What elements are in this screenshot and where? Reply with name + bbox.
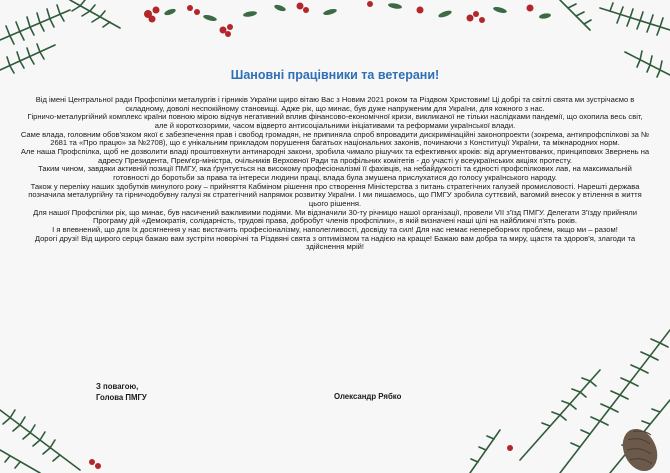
signature-name: Олександр Рябко xyxy=(334,392,402,401)
letter-paragraph: І я впевнений, що для їх досягнення у нас вистачить професіоналізму, наполегливості, досвіду та сил! Для нас немає непереборних проблем, якщо ми – разом! xyxy=(52,224,618,234)
signature-closing: З повагою, xyxy=(96,382,139,391)
letter-paragraph: Таким чином, завдяки активній позиції ПМГУ, яка ґрунтується на високому професіоналізмі її фахівців, на небайдужості та єдності профспілкових лав, на максимальній готовності до боротьби за права та інтереси людини праці, влада була змушена прислухатися до голосу українського народу. xyxy=(38,164,632,182)
letter-paragraph: Дорогі друзі! Від щирого серця бажаю вам зустріти новорічні та Різдвяні свята з оптимізмом та надією на краще! Бажаю вам добра та миру, щастя та здоров'я, злагоди та здійснення мрій! xyxy=(34,233,636,252)
signature-block xyxy=(96,382,147,403)
signature-position: Голова ПМГУ xyxy=(96,392,147,402)
letter-paragraph: Також у переліку наших здобутків минулого року – прийняття Кабміном рішення про створення Міністерства з питань стратегічних галузей промисловості. Нарешті держава позначила металургійну та гірничодобувну галузі як стратегічний напрямок розвитку України. І ми пишаємось, що ПМГУ зробила суттєвий, вагомий внесок у втілення в життя цього рішення. xyxy=(28,181,642,208)
letter-body xyxy=(20,96,650,252)
letter-paragraph: Саме влада, головним обов'язком якої є забезпечення прав і свобод громадян, не припиняла спроб впровадити дискримінаційні законопроекти (зокрема, антипрофспілкові за № 2681 та «Про працю» за №2708), що є унікальним прикладом порушення багатьох національних законів, починаючи з Конституції України, та міжнародних норм. xyxy=(20,129,650,148)
letter-paragraph: Але наша Профспілка, щоб не дозволити владі проштовхнути антинародні закони, зробила чимало рішучих та ефективних кроків: від аргументованих, принципових Звернень на адресу Президента, Прем'єр-міністра, очільників Верховної Ради та профільних комітетів - до участі у всеукраїнських акціях протесту. xyxy=(20,146,650,165)
page-title: Шановні працівники та ветерани! xyxy=(230,68,440,82)
letter-paragraph: Для нашої Профспілки рік, що минає, був насичений важливими подіями. Ми відзначили 30-ту річницю нашої організації, провели VII з'їзд ПМГУ. Делегати З'їзду прийняли Програму дій «Демократія, солідарність, трудові права, добробут членів профспілки», в якій визначені наші цілі на найближчі п'ять років. xyxy=(33,207,637,226)
letter-paragraph: Гірничо-металургійний комплекс країни повною мірою відчув негативний вплив фінансово-економічної кризи, викликаної не тільки наслідками пандемії, що охопила весь світ, але й короткозорими, часом відверто антисоціальними ініціативами та реформами української влади. xyxy=(27,112,643,130)
pine-cone-icon xyxy=(616,423,664,473)
letter-paragraph: Від імені Центральної ради Профспілки металургів і гірників України щиро вітаю Вас з Новим 2021 роком та Різдвом Христовим! Ці добрі та світлі свята ми зустрічаємо в складному, доволі неспокійному становищі. Адже рік, що минає, був дуже напруженим для України, для кожного з нас. xyxy=(35,95,635,113)
